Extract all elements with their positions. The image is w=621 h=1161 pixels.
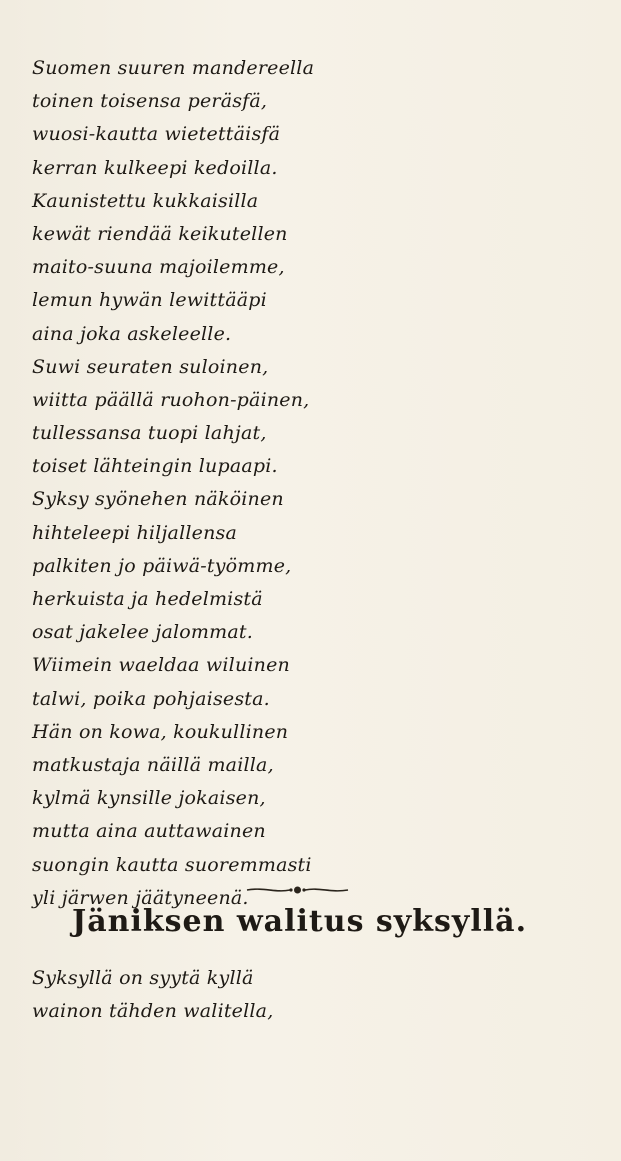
- poem-line: tullessansa tuopi lahjat,: [32, 422, 267, 445]
- poem-line: Suomen suuren mandereella: [32, 57, 315, 79]
- poem-line: wiitta päällä ruohon-päinen,: [32, 388, 310, 411]
- poem-line: wuosi-kautta wietettäisfä: [32, 123, 281, 146]
- poem-line: kerran kulkeepi kedoilla.: [32, 156, 278, 179]
- poem-line: matkustaja näillä mailla,: [32, 753, 274, 776]
- poem-line: kewät riendää keikutellen: [32, 222, 288, 245]
- poem-line: maito-suuna majoilemme,: [32, 256, 285, 279]
- poem-line: hihteleepi hiljallensa: [32, 521, 237, 544]
- poem-line: osat jakelee jalommat.: [32, 621, 253, 644]
- poem-line: toiset lähteingin lupaapi.: [32, 455, 278, 478]
- poem-line: toinen toisensa peräsfä,: [32, 90, 268, 113]
- ornament-divider: [245, 884, 350, 896]
- poem-line: talwi, poika pohjaisesta.: [32, 687, 270, 710]
- poem-line: herkuista ja hedelmistä: [32, 588, 263, 610]
- poem-stanza: [32, 52, 592, 915]
- poem-line: suongin kautta suoremmasti: [32, 853, 312, 876]
- poem-line: Wiimein waeldaa wiluinen: [32, 654, 290, 677]
- poem-line: yli järwen jäätyneenä.: [32, 886, 249, 909]
- poem-line: Kaunistettu kukkaisilla: [32, 189, 259, 212]
- poem-line: Syksyllä on syytä kyllä: [32, 967, 254, 989]
- poem-line: mutta aina auttawainen: [32, 820, 266, 843]
- poem-heading: Jäniksen walitus syksyllä.: [72, 904, 528, 939]
- poem-line: palkiten jo päiwä-työmme,: [32, 554, 292, 577]
- poem-line: wainon tähden walitella,: [32, 1000, 274, 1023]
- poem-line: Syksy syönehen näköinen: [32, 488, 284, 511]
- poem-line: aina joka askeleelle.: [32, 322, 232, 345]
- poem-line: lemun hywän lewittääpi: [32, 289, 267, 312]
- poem-line: Suwi seuraten suloinen,: [32, 355, 269, 378]
- poem-stanza-2: [32, 962, 592, 1028]
- poem-line: kylmä kynsille jokaisen,: [32, 787, 266, 810]
- poem-line: Hän on kowa, koukullinen: [32, 720, 289, 743]
